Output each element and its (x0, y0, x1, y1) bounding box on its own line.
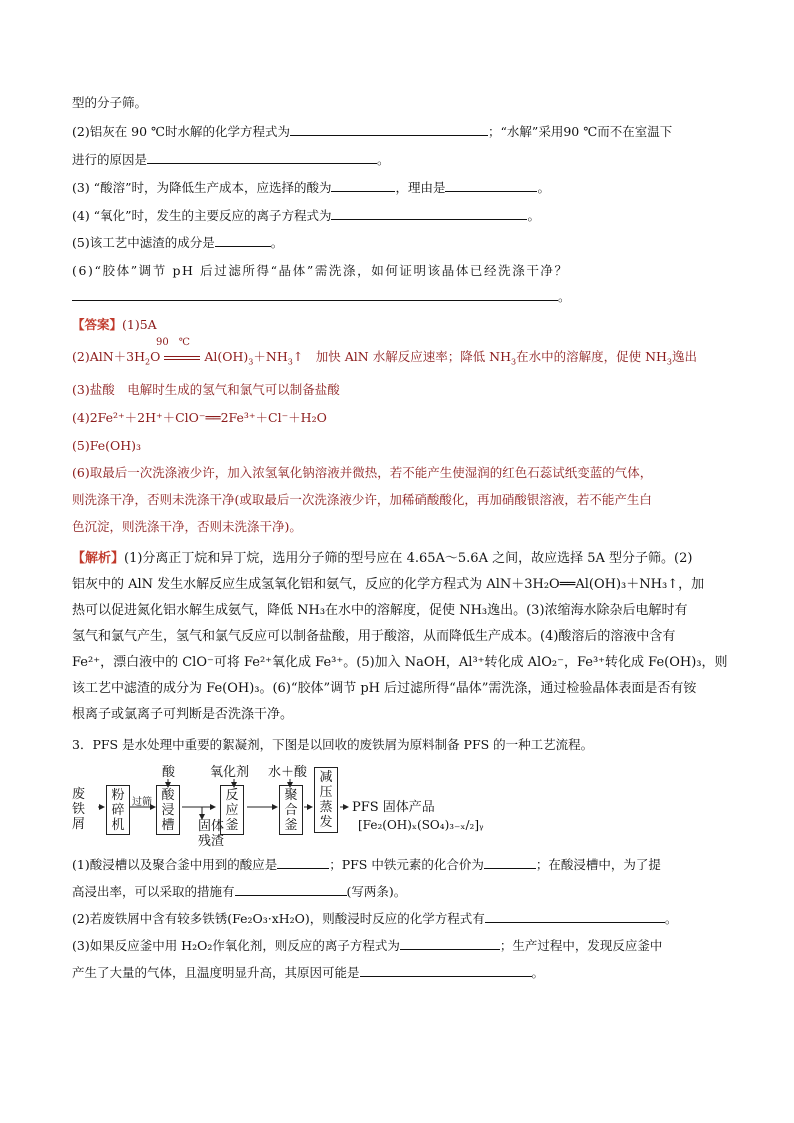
answer-line-6c: 色沉淀，则洗涤干净，否则未洗涤干净)。 (72, 519, 302, 534)
flow-label-sieve: 过筛 (132, 797, 152, 808)
question-3-part-1-cont: 高浸出率，可以采取的措施有 (写两条)。 (72, 884, 407, 899)
flow-output-residue: 固体残渣 (197, 819, 224, 849)
answer-blank[interactable] (400, 937, 500, 950)
answer-line-3: (3)盐酸 电解时生成的氢气和氯气可以制备盐酸 (72, 382, 340, 397)
flow-box-reactor: 反应釜 (220, 785, 244, 835)
analysis-line-3: 热可以促进氮化铝水解生成氨气，降低 NH₃在水中的溶解度，促使 NH₃逸出。(3)浓缩海水除杂后电解时有 (72, 603, 688, 618)
question-3-part-3: (3)如果反应釜中用 H₂O₂作氧化剂，则反应的离子方程式为 ；生产过程中，发现反应釜中 (72, 938, 663, 953)
answer-blank[interactable] (360, 964, 532, 977)
flow-input-oxidant: 氧化剂 (210, 765, 250, 780)
answer-blank[interactable] (290, 123, 488, 136)
question-5: (5)该工艺中滤渣的成分是 。 (72, 235, 284, 250)
answer-blank[interactable] (215, 234, 271, 247)
analysis-line-1: 【解析】(1)分离正丁烷和异丁烷，选用分子筛的型号应在 4.65A～5.6A 之间，故应选择 5A 型分子筛。(2) (72, 551, 693, 566)
analysis-line-2: 铝灰中的 AlN 发生水解反应生成氢氧化铝和氨气，反应的化学方程式为 AlN＋3H₂O══Al(OH)₃＋NH₃↑，加 (72, 577, 705, 592)
answer-blank[interactable] (277, 856, 329, 869)
analysis-line-5: Fe²⁺，漂白液中的 ClO⁻可将 Fe²⁺氧化成 Fe³⁺。(5)加入 NaOH，Al³⁺转化成 AlO₂⁻，Fe³⁺转化成 Fe(OH)₃，则 (72, 655, 728, 670)
question-6: (6)“胶体”调节 pH 后过滤所得“晶体”需洗涤，如何证明该晶体已经洗涤干净？ (72, 263, 569, 278)
question-3: (3) “酸溶”时，为降低生产成本，应选择的酸为 ，理由是 。 (72, 180, 550, 195)
question-2-cont: 进行的原因是 。 (72, 152, 390, 167)
analysis-line-7: 根离子或氯离子可判断是否洗涤干净。 (72, 707, 294, 722)
flow-product-formula: [Fe₂(OH)ₓ(SO₄)₃₋ₓ/₂]ᵧ (358, 818, 484, 832)
answer-line-4: (4)2Fe²⁺＋2H⁺＋ClO⁻══2Fe³⁺＋Cl⁻＋H₂O (72, 410, 327, 425)
question-4: (4) “氧化”时，发生的主要反应的离子方程式为 。 (72, 208, 540, 223)
answer-tag: 【答案】 (72, 317, 123, 332)
answer-blank[interactable] (147, 151, 377, 164)
answer-line-6b: 则洗涤干净，否则未洗涤干净(或取最后一次洗涤液少许，加稀硝酸酸化，再加硝酸银溶液，若不能产生白 (72, 492, 652, 507)
answer-line-5: (5)Fe(OH)₃ (72, 438, 142, 453)
flow-input-water-acid: 水＋酸 (268, 765, 308, 780)
flow-box-crusher: 粉碎机 (106, 785, 130, 835)
question-2: (2)铝灰在 90 ℃时水解的化学方程式为 ；“水解”采用90 ℃而不在室温下 (72, 124, 673, 139)
answer-line-2: $(2)AlN+3H_2O$ $Al(OH)_3+NH_3↑$ 加快 AlN 水解反应速率；降低 $NH_3$在水中的溶解度，促使 $NH_3$逸出 (72, 349, 698, 367)
flow-input-acid: 酸 (162, 765, 176, 780)
answer-blank[interactable] (72, 288, 558, 301)
analysis-line-6: 该工艺中滤渣的成分为 Fe(OH)₃。(6)“胶体”调节 pH 后过滤所得“晶体”需洗涤，通过检验晶体表面是否有铵 (72, 681, 697, 696)
reaction-condition: 90 ℃ (156, 337, 190, 348)
question-3-part-3-cont: 产生了大量的气体，且温度明显升高，其原因可能是 。 (72, 965, 545, 980)
question-6-blank-line: 。 (72, 288, 571, 306)
flow-box-acid-tank: 酸浸槽 (156, 785, 180, 835)
answer-blank[interactable] (485, 910, 665, 923)
answer-blank[interactable] (331, 179, 395, 192)
flow-output-product: PFS 固体产品 (352, 800, 435, 815)
question-text: 型的分子筛。 (72, 95, 148, 110)
answer-line-6a: (6)取最后一次洗涤液少许，加入浓氢氧化钠溶液并微热，若不能产生使湿润的红色石蕊试纸变蓝的气体， (72, 465, 653, 480)
flow-box-evaporator: 减压蒸发 (314, 767, 338, 833)
answer-blank[interactable] (484, 856, 536, 869)
analysis-tag: 【解析】 (72, 551, 125, 566)
equation-sign (164, 356, 200, 360)
flow-input-scrap-iron: 废铁屑 (72, 787, 86, 832)
question-3-intro: 3．PFS 是水处理中重要的絮凝剂，下图是以回收的废铁屑为原料制备 PFS 的一种工艺流程。 (72, 737, 594, 752)
answer-blank[interactable] (331, 207, 527, 220)
answer-blank[interactable] (235, 883, 347, 896)
process-flowchart (72, 765, 532, 849)
analysis-line-4: 氢气和氯气产生，氢气和氯气反应可以制备盐酸，用于酸溶，从而降低生产成本。(4)酸溶后的溶液中含有 (72, 629, 676, 644)
answer-line-1: 【答案】(1)5A (72, 317, 157, 332)
flow-box-polymerizer: 聚合釜 (279, 785, 303, 835)
answer-blank[interactable] (445, 179, 537, 192)
question-3-part-1: (1)酸浸槽以及聚合釜中用到的酸应是 ；PFS 中铁元素的化合价为 ；在酸浸槽中，为了提 (72, 857, 661, 872)
question-3-part-2: (2)若废铁屑中含有较多铁锈(Fe₂O₃·xH₂O)，则酸浸时反应的化学方程式有 。 (72, 911, 678, 926)
